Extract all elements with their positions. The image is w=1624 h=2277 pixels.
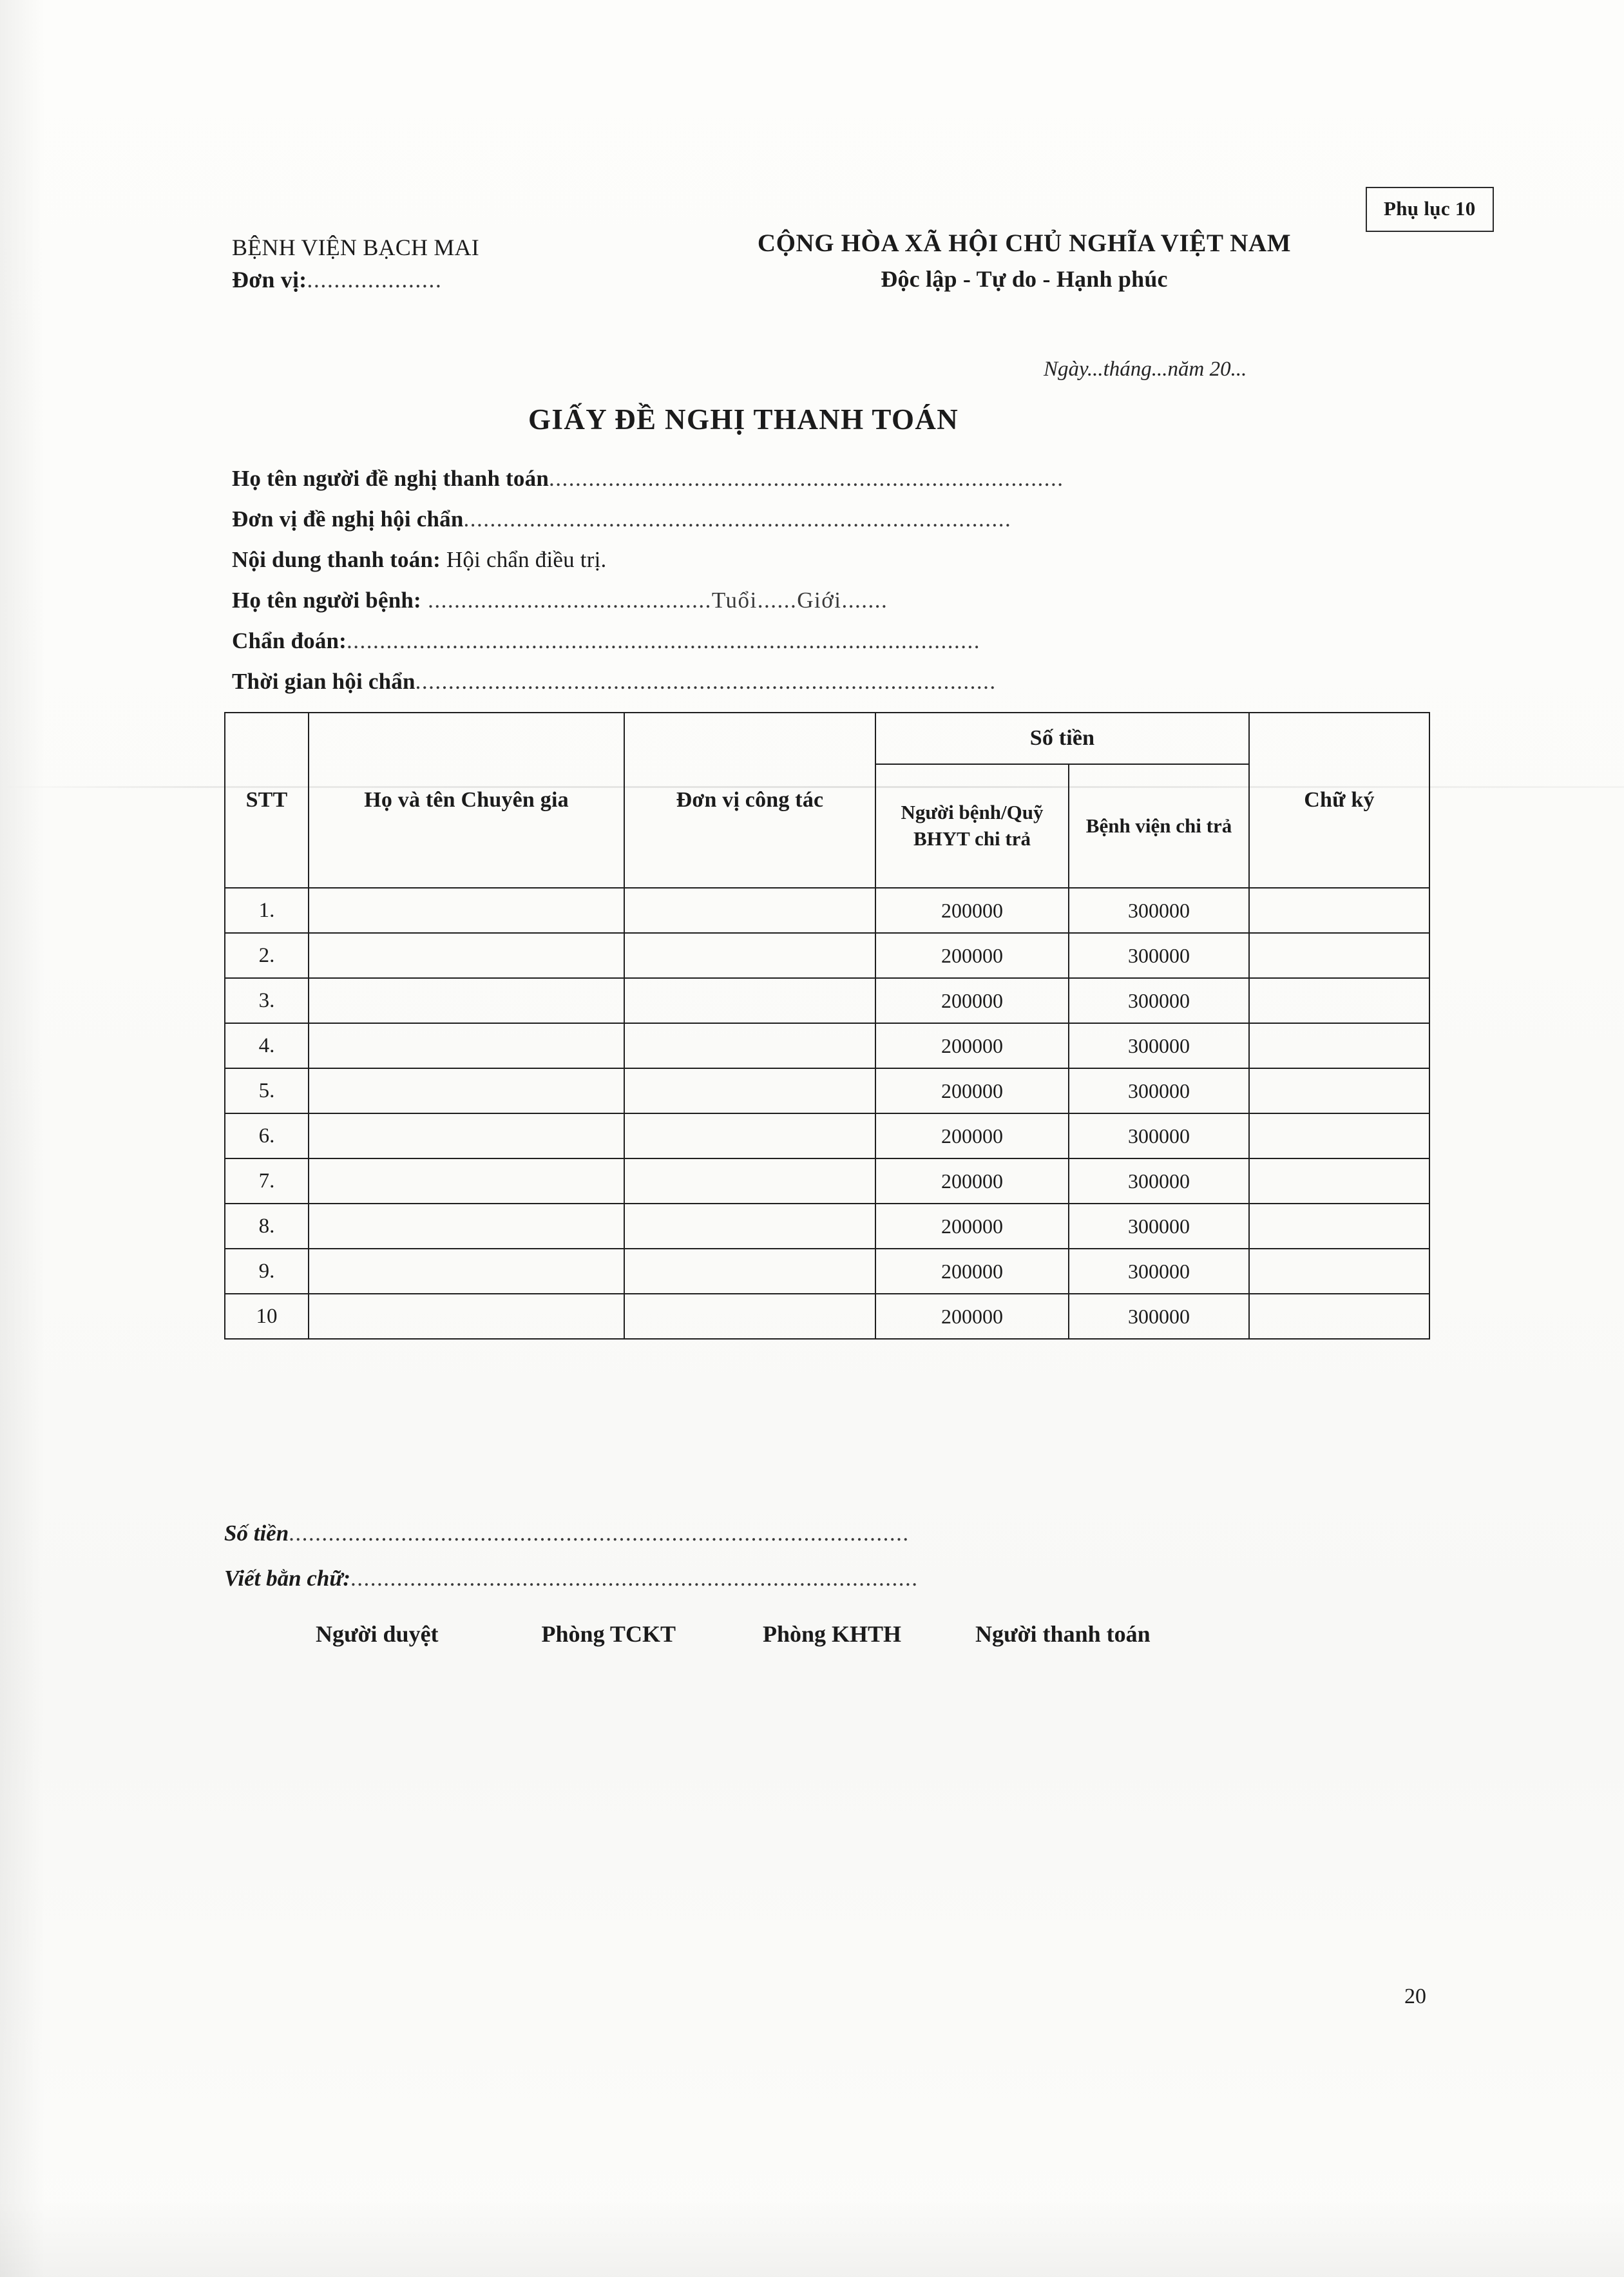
cell-unit[interactable] xyxy=(624,1158,875,1204)
document-header xyxy=(193,161,1437,293)
scan-shadow-bottom xyxy=(0,2200,1624,2277)
appendix-label: Phụ lục 10 xyxy=(1384,197,1476,220)
cell-signature[interactable] xyxy=(1249,978,1429,1023)
cell-stt: 10 xyxy=(225,1294,309,1339)
national-title: CỘNG HÒA XÃ HỘI CHỦ NGHĨA VIỆT NAM xyxy=(757,229,1292,257)
unit-dots: .................... xyxy=(307,266,443,293)
cell-stt: 3. xyxy=(225,978,309,1023)
cell-amount-patient[interactable]: 200000 xyxy=(875,1294,1069,1339)
total-amount-label: Số tiền xyxy=(224,1521,289,1546)
field-label: Nội dung thanh toán: xyxy=(232,547,441,572)
cell-amount-patient[interactable]: 200000 xyxy=(875,888,1069,933)
cell-stt: 1. xyxy=(225,888,309,933)
cell-stt: 8. xyxy=(225,1204,309,1249)
cell-unit[interactable] xyxy=(624,888,875,933)
field-label: Họ tên người đề nghị thanh toán xyxy=(232,466,549,491)
national-motto: Độc lập - Tự do - Hạnh phúc xyxy=(881,266,1168,292)
signature-row xyxy=(271,1620,1430,1648)
cell-amount-hospital[interactable]: 300000 xyxy=(1069,888,1249,933)
form-fields xyxy=(232,467,1430,711)
hospital-name: BỆNH VIỆN BẠCH MAI xyxy=(232,235,479,260)
amount-in-words-dots: ...................................................................................... xyxy=(350,1566,919,1591)
field-label: Thời gian hội chẩn xyxy=(232,669,416,694)
cell-unit[interactable] xyxy=(624,978,875,1023)
cell-name[interactable] xyxy=(309,1068,624,1113)
signature-planning-dept: Phòng KHTH xyxy=(762,1621,902,1647)
th-stt: STT xyxy=(225,713,309,888)
cell-name[interactable] xyxy=(309,1158,624,1204)
field-row xyxy=(232,589,1430,611)
field-row xyxy=(232,467,1430,490)
field-row xyxy=(232,508,1430,530)
field-row xyxy=(232,670,1430,693)
th-work-unit: Đơn vị công tác xyxy=(624,713,875,888)
field-dots: ........................................................................................ xyxy=(415,669,997,694)
cell-unit[interactable] xyxy=(624,1068,875,1113)
cell-unit[interactable] xyxy=(624,1113,875,1158)
cell-signature[interactable] xyxy=(1249,1113,1429,1158)
cell-name[interactable] xyxy=(309,933,624,978)
cell-signature[interactable] xyxy=(1249,1294,1429,1339)
table-row xyxy=(225,1023,1429,1068)
cell-name[interactable] xyxy=(309,1023,624,1068)
amount-in-words-row xyxy=(224,1566,1435,1591)
issuer-block xyxy=(232,232,644,296)
cell-signature[interactable] xyxy=(1249,1249,1429,1294)
th-amount-patient: Người bệnh/Quỹ BHYT chi trả xyxy=(875,764,1069,888)
cell-stt: 7. xyxy=(225,1158,309,1204)
page-title: GIẤY ĐỀ NGHỊ THANH TOÁN xyxy=(528,403,959,436)
cell-amount-hospital[interactable]: 300000 xyxy=(1069,1023,1249,1068)
cell-unit[interactable] xyxy=(624,1249,875,1294)
table-row xyxy=(225,933,1429,978)
cell-amount-patient[interactable]: 200000 xyxy=(875,1249,1069,1294)
th-expert-name: Họ và tên Chuyên gia xyxy=(309,713,624,888)
cell-amount-patient[interactable]: 200000 xyxy=(875,1113,1069,1158)
field-dots: ................................................................................... xyxy=(463,506,1012,532)
field-label: Đơn vị đề nghị hội chẩn xyxy=(232,506,464,532)
signature-finance-dept: Phòng TCKT xyxy=(541,1621,676,1647)
total-amount-dots: .............................................................................................. xyxy=(289,1521,910,1546)
field-dots: ................................................................................................ xyxy=(347,628,981,653)
cell-stt: 6. xyxy=(225,1113,309,1158)
cell-name[interactable] xyxy=(309,1294,624,1339)
cell-stt: 2. xyxy=(225,933,309,978)
table-row xyxy=(225,1158,1429,1204)
table-row xyxy=(225,1068,1429,1113)
field-dots: .............................................................................. xyxy=(548,466,1064,491)
cell-amount-hospital[interactable]: 300000 xyxy=(1069,1249,1249,1294)
cell-signature[interactable] xyxy=(1249,933,1429,978)
consult-payment-table-wrapper xyxy=(224,712,1429,1340)
page-number: 20 xyxy=(1404,1984,1426,2008)
cell-name[interactable] xyxy=(309,1249,624,1294)
table-row xyxy=(225,1113,1429,1158)
cell-amount-patient[interactable]: 200000 xyxy=(875,933,1069,978)
unit-line xyxy=(232,264,644,296)
cell-amount-hospital[interactable]: 300000 xyxy=(1069,1294,1249,1339)
cell-unit[interactable] xyxy=(624,933,875,978)
cell-name[interactable] xyxy=(309,888,624,933)
cell-name[interactable] xyxy=(309,1204,624,1249)
cell-amount-hospital[interactable]: 300000 xyxy=(1069,978,1249,1023)
cell-signature[interactable] xyxy=(1249,888,1429,933)
cell-amount-patient[interactable]: 200000 xyxy=(875,1068,1069,1113)
cell-unit[interactable] xyxy=(624,1204,875,1249)
cell-amount-patient[interactable]: 200000 xyxy=(875,1023,1069,1068)
table-row xyxy=(225,1249,1429,1294)
th-amount-group: Số tiền xyxy=(875,713,1249,764)
signature-payer: Người thanh toán xyxy=(975,1621,1151,1647)
cell-name[interactable] xyxy=(309,1113,624,1158)
signature-approver: Người duyệt xyxy=(316,1621,439,1647)
cell-amount-hospital[interactable]: 300000 xyxy=(1069,1068,1249,1113)
cell-signature[interactable] xyxy=(1249,1204,1429,1249)
consult-payment-table xyxy=(224,712,1430,1340)
cell-amount-hospital[interactable]: 300000 xyxy=(1069,1204,1249,1249)
cell-amount-hospital[interactable]: 300000 xyxy=(1069,1158,1249,1204)
field-row xyxy=(232,548,1430,571)
cell-signature[interactable] xyxy=(1249,1158,1429,1204)
document-content xyxy=(193,161,1437,1647)
table-row xyxy=(225,1204,1429,1249)
cell-unit[interactable] xyxy=(624,1294,875,1339)
cell-stt: 9. xyxy=(225,1249,309,1294)
cell-unit[interactable] xyxy=(624,1023,875,1068)
cell-name[interactable] xyxy=(309,978,624,1023)
amount-in-words-label: Viết bằn chữ: xyxy=(224,1566,350,1591)
field-label: Họ tên người bệnh: xyxy=(232,588,421,613)
cell-stt: 4. xyxy=(225,1023,309,1068)
form-footer xyxy=(224,1521,1435,1611)
national-header xyxy=(644,229,1404,293)
cell-stt: 5. xyxy=(225,1068,309,1113)
cell-amount-patient[interactable]: 200000 xyxy=(875,978,1069,1023)
cell-amount-hospital[interactable]: 300000 xyxy=(1069,933,1249,978)
scan-shadow-left xyxy=(0,0,45,2277)
cell-signature[interactable] xyxy=(1249,1068,1429,1113)
field-label: Chẩn đoán: xyxy=(232,628,347,653)
th-amount-hospital: Bệnh viện chi trả xyxy=(1069,764,1249,888)
total-amount-row xyxy=(224,1521,1435,1546)
cell-signature[interactable] xyxy=(1249,1023,1429,1068)
field-value: Hội chẩn điều trị. xyxy=(440,547,607,572)
table-row xyxy=(225,888,1429,933)
table-body xyxy=(225,888,1429,1339)
cell-amount-patient[interactable]: 200000 xyxy=(875,1158,1069,1204)
cell-amount-patient[interactable]: 200000 xyxy=(875,1204,1069,1249)
field-row xyxy=(232,629,1430,652)
cell-amount-hospital[interactable]: 300000 xyxy=(1069,1113,1249,1158)
table-row xyxy=(225,1294,1429,1339)
th-signature: Chữ ký xyxy=(1249,713,1429,888)
table-header-row-1 xyxy=(225,713,1429,764)
table-row xyxy=(225,978,1429,1023)
date-line: Ngày...tháng...năm 20... xyxy=(1044,358,1247,381)
field-dots: ...........................................Tuổi......Giới....... xyxy=(421,588,888,613)
unit-label: Đơn vị: xyxy=(232,266,307,293)
